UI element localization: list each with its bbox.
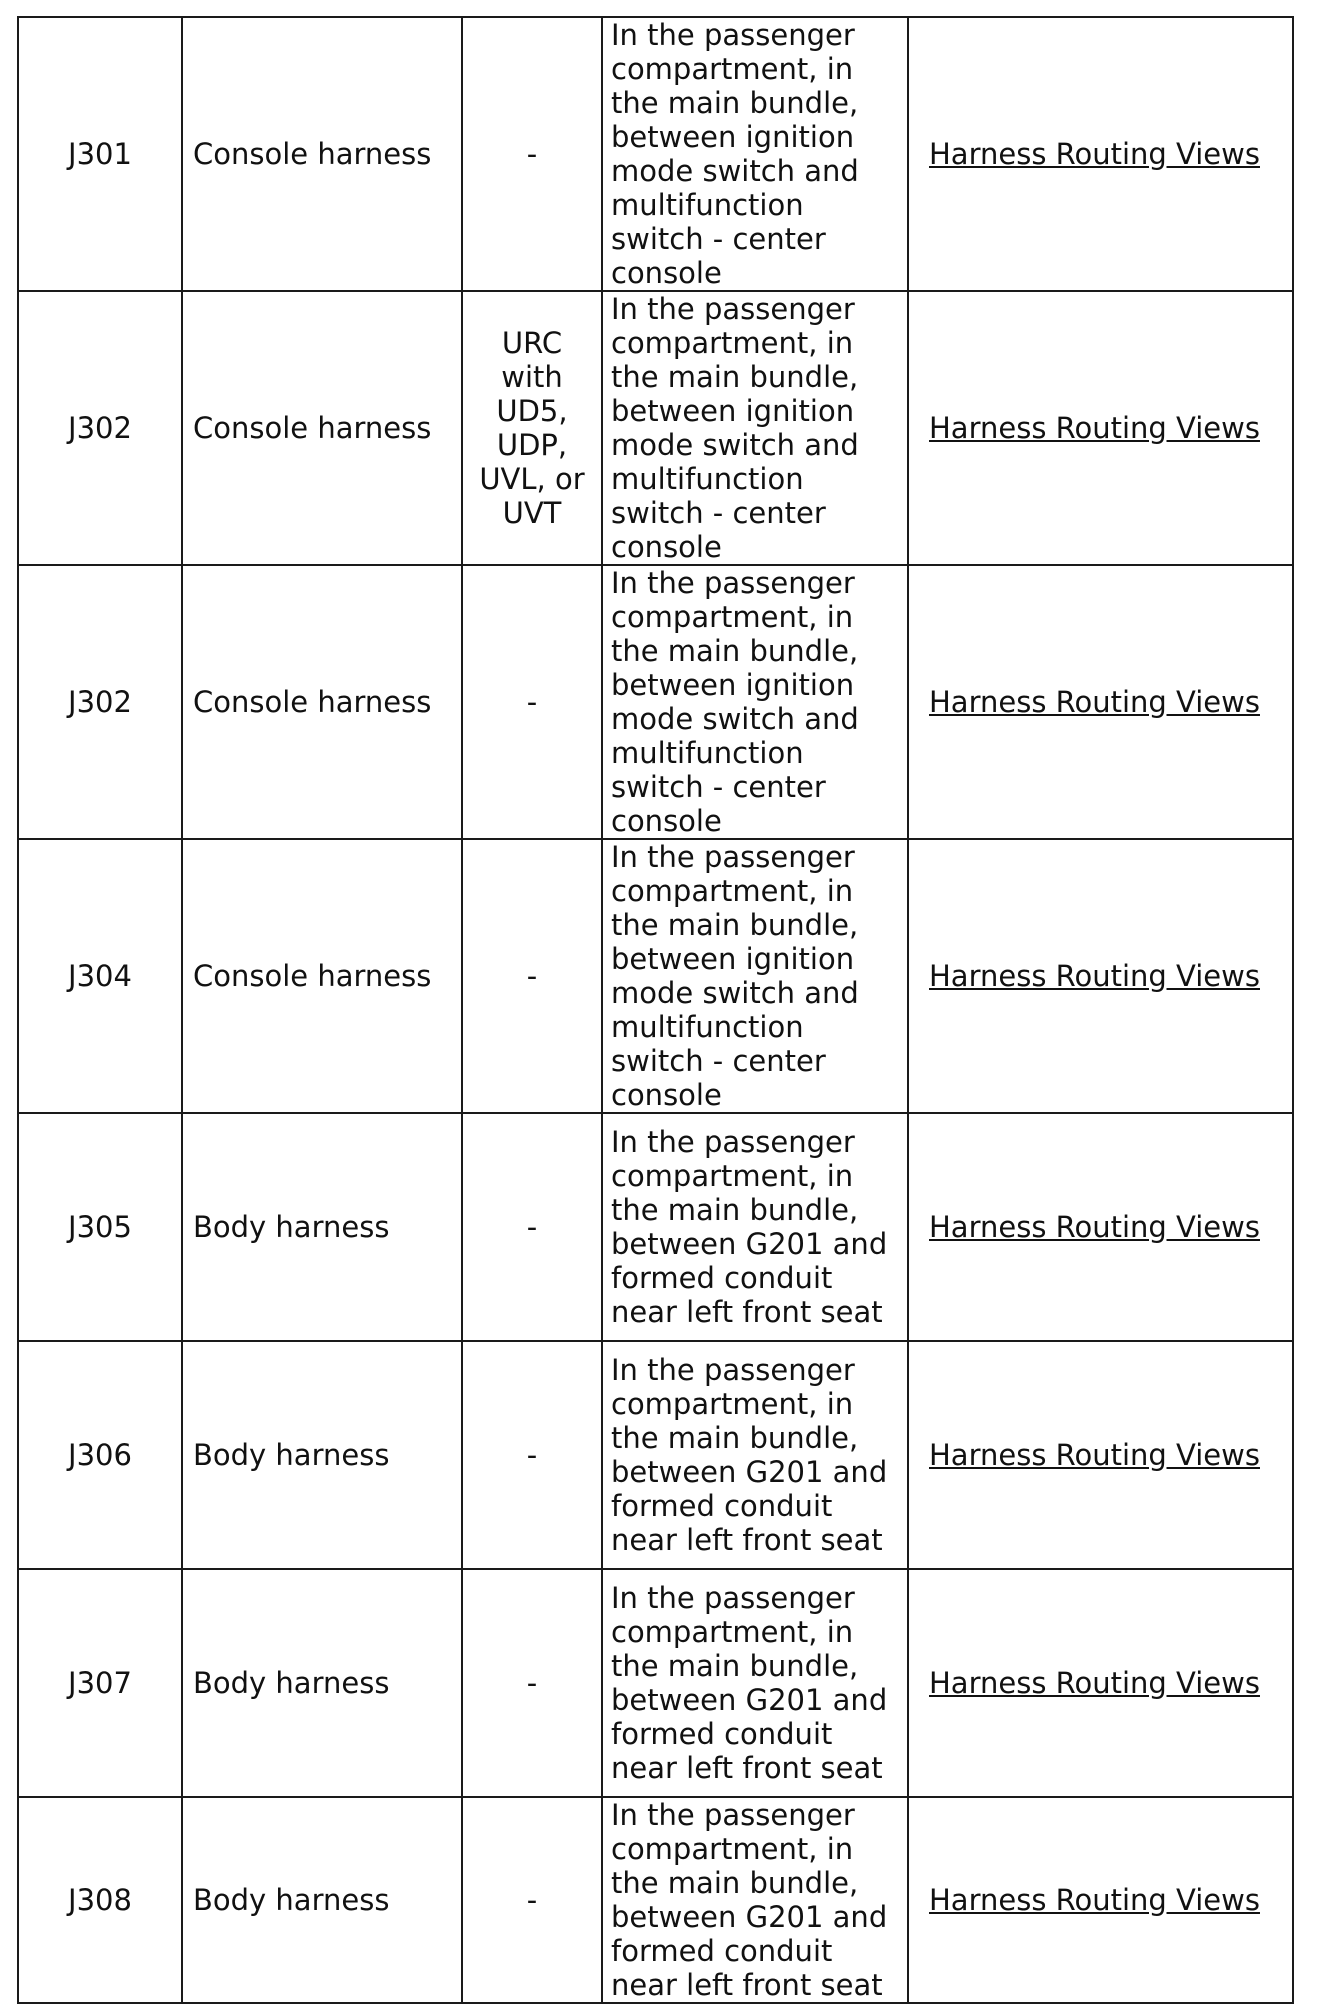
routing-link-cell: [908, 565, 1293, 839]
harness-cell: Body harness: [182, 1341, 462, 1569]
location-cell: In the passenger compartment, in the main bundle, between ignition mode switch and multifunction switch - center console: [602, 291, 908, 565]
harness-cell: Console harness: [182, 291, 462, 565]
table-row: [18, 1569, 1293, 1797]
option-cell: URC with UD5, UDP, UVL, or UVT: [462, 291, 602, 565]
routing-link-cell: [908, 1341, 1293, 1569]
splice-location-table: [17, 16, 1294, 2004]
table-row: [18, 17, 1293, 291]
harness-routing-views-link[interactable]: Harness Routing Views: [929, 959, 1260, 993]
routing-link-cell: [908, 1797, 1293, 2003]
table-row: [18, 1797, 1293, 2003]
option-cell: -: [462, 17, 602, 291]
splice-id-cell: J302: [18, 291, 182, 565]
routing-link-cell: [908, 1569, 1293, 1797]
splice-id-cell: J302: [18, 565, 182, 839]
location-cell: In the passenger compartment, in the main bundle, between ignition mode switch and multifunction switch - center console: [602, 565, 908, 839]
harness-routing-views-link[interactable]: Harness Routing Views: [929, 1883, 1260, 1917]
option-cell: -: [462, 1113, 602, 1341]
routing-link-cell: [908, 17, 1293, 291]
harness-cell: Body harness: [182, 1569, 462, 1797]
table-row: [18, 1113, 1293, 1341]
harness-routing-views-link[interactable]: Harness Routing Views: [929, 1438, 1260, 1472]
option-cell: -: [462, 1341, 602, 1569]
routing-link-cell: [908, 291, 1293, 565]
harness-cell: Console harness: [182, 565, 462, 839]
harness-cell: Body harness: [182, 1797, 462, 2003]
table-row: [18, 291, 1293, 565]
harness-cell: Console harness: [182, 17, 462, 291]
splice-id-cell: J304: [18, 839, 182, 1113]
option-cell: -: [462, 839, 602, 1113]
harness-cell: Console harness: [182, 839, 462, 1113]
harness-routing-views-link[interactable]: Harness Routing Views: [929, 411, 1260, 445]
splice-id-cell: J307: [18, 1569, 182, 1797]
location-cell: In the passenger compartment, in the main bundle, between ignition mode switch and multifunction switch - center console: [602, 839, 908, 1113]
harness-routing-views-link[interactable]: Harness Routing Views: [929, 1666, 1260, 1700]
location-cell: In the passenger compartment, in the main bundle, between G201 and formed conduit near left front seat: [602, 1797, 908, 2003]
routing-link-cell: [908, 839, 1293, 1113]
harness-routing-views-link[interactable]: Harness Routing Views: [929, 685, 1260, 719]
splice-id-cell: J306: [18, 1341, 182, 1569]
location-cell: In the passenger compartment, in the main bundle, between G201 and formed conduit near left front seat: [602, 1569, 908, 1797]
table-row: [18, 565, 1293, 839]
harness-routing-views-link[interactable]: Harness Routing Views: [929, 137, 1260, 171]
splice-id-cell: J301: [18, 17, 182, 291]
table-row: [18, 839, 1293, 1113]
table-row: [18, 1341, 1293, 1569]
location-cell: In the passenger compartment, in the main bundle, between G201 and formed conduit near left front seat: [602, 1341, 908, 1569]
location-cell: In the passenger compartment, in the main bundle, between G201 and formed conduit near left front seat: [602, 1113, 908, 1341]
option-cell: -: [462, 565, 602, 839]
splice-id-cell: J308: [18, 1797, 182, 2003]
routing-link-cell: [908, 1113, 1293, 1341]
splice-id-cell: J305: [18, 1113, 182, 1341]
harness-routing-views-link[interactable]: Harness Routing Views: [929, 1210, 1260, 1244]
option-cell: -: [462, 1797, 602, 2003]
harness-cell: Body harness: [182, 1113, 462, 1341]
option-cell: -: [462, 1569, 602, 1797]
location-cell: In the passenger compartment, in the main bundle, between ignition mode switch and multifunction switch - center console: [602, 17, 908, 291]
